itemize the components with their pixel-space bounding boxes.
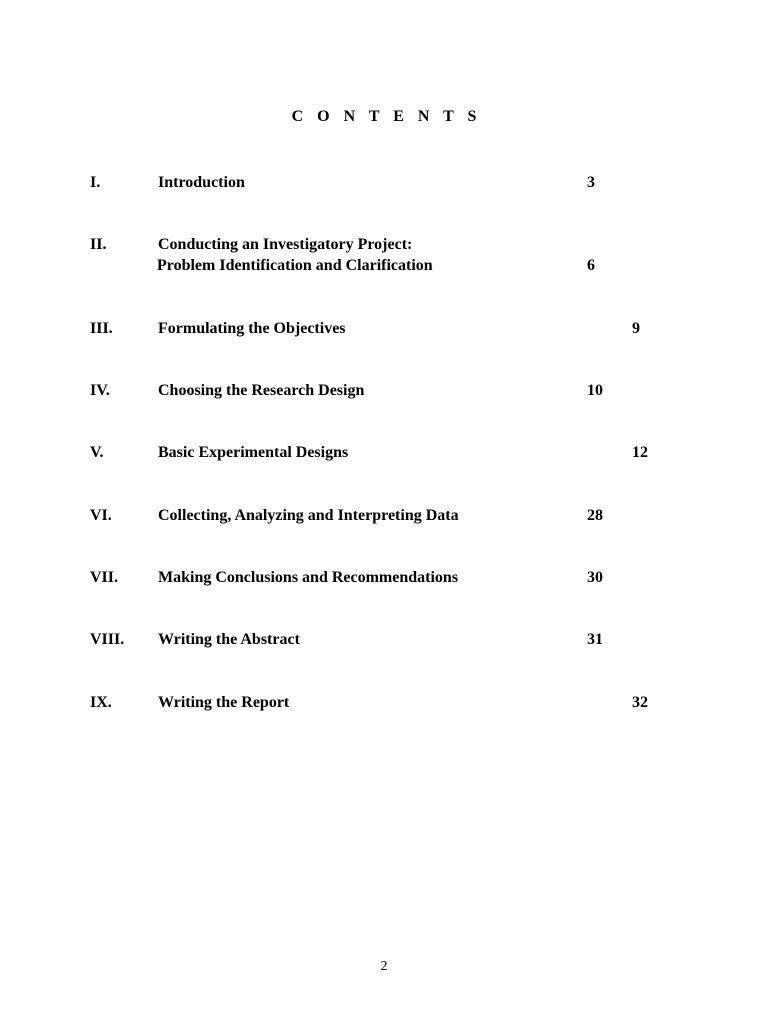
toc-entry-title: Formulating the Objectives (158, 320, 346, 337)
toc-entry-number: II. (90, 236, 107, 253)
toc-entry-number: IV. (90, 382, 110, 399)
toc-entry-number: I. (90, 174, 101, 191)
toc-entry-title: Introduction (158, 174, 245, 191)
toc-entry-page: 32 (632, 694, 648, 711)
toc-entry-page: 12 (632, 444, 648, 461)
toc-entry-title: Choosing the Research Design (158, 382, 365, 399)
page-number: 2 (380, 959, 388, 974)
toc-entry-page: 9 (632, 320, 640, 337)
toc-entry-page: 3 (587, 174, 595, 191)
toc-entry-page: 30 (587, 569, 603, 586)
toc-entry-title (158, 234, 433, 276)
toc-entry-title: Making Conclusions and Recommendations (158, 569, 459, 586)
toc-entry-title: Basic Experimental Designs (158, 444, 349, 461)
toc-entry-title-line2: Problem Identification and Clarification (157, 257, 433, 274)
toc-entry-page: 10 (587, 382, 603, 399)
toc-entry-title: Writing the Report (158, 694, 290, 711)
toc-entry-number: IX. (90, 694, 112, 711)
toc-entry-number: VII. (90, 569, 119, 586)
toc-entry-page: 28 (587, 507, 603, 524)
toc-entry-page: 31 (587, 631, 603, 648)
toc-entry-title: Writing the Abstract (158, 631, 300, 648)
toc-entry-title-line1: Conducting an Investigatory Project: (158, 236, 413, 253)
toc-entry-number: V. (90, 444, 104, 461)
toc-entry-number: VI. (90, 507, 112, 524)
contents-heading: C O N T E N T S (291, 108, 482, 125)
toc-entry-number: VIII. (90, 631, 125, 648)
toc-entry-page: 6 (587, 257, 595, 274)
toc-entry-title: Collecting, Analyzing and Interpreting Data (158, 507, 459, 524)
toc-entry-number: III. (90, 320, 113, 337)
